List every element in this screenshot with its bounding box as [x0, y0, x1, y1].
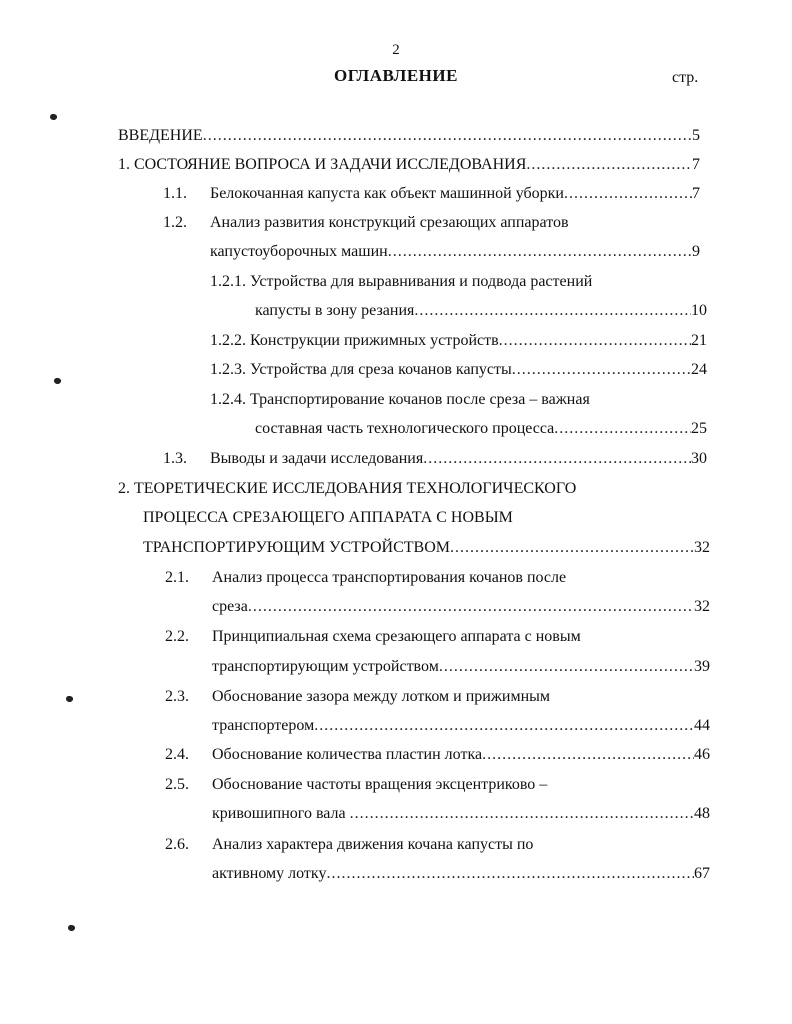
toc-page-number: 67: [694, 865, 710, 882]
toc-page-number: 46: [694, 746, 710, 763]
toc-entry-text: Белокочанная капуста как объект машинной уборки: [210, 185, 564, 202]
toc-entry-2-6[interactable]: [212, 863, 710, 885]
toc-entry-text: 2. ТЕОРЕТИЧЕСКИЕ ИССЛЕДОВАНИЯ ТЕХНОЛОГИЧЕСКОГО: [118, 480, 577, 497]
toc-entry-2-4[interactable]: [212, 744, 710, 766]
toc-page-number: 21: [691, 332, 707, 349]
toc-entry-chapter-2-line-2[interactable]: [143, 507, 707, 529]
toc-entry-2-3-line-1[interactable]: [212, 686, 710, 708]
leader-dots: [314, 715, 694, 737]
toc-page-number: 30: [691, 450, 707, 467]
leader-dots: [203, 125, 692, 147]
scan-speck: [53, 377, 62, 385]
toc-page-number: 7: [692, 156, 700, 173]
toc-section-number: 2.6.: [165, 836, 189, 853]
toc-entry-2-2-line-1[interactable]: [212, 626, 710, 648]
toc-entry-1-1[interactable]: [210, 183, 700, 205]
toc-entry-chapter-1[interactable]: [118, 154, 700, 176]
toc-entry-2-5-line-1[interactable]: [212, 774, 710, 796]
toc-section-number: 2.3.: [165, 688, 189, 705]
toc-entry-2-2[interactable]: [212, 656, 710, 678]
toc-section-number: 2.1.: [165, 569, 189, 586]
toc-page-number: 10: [691, 302, 707, 319]
toc-entry-text: транспортером: [212, 717, 315, 734]
scan-speck: [65, 695, 74, 703]
toc-entry-2-3[interactable]: [212, 715, 710, 737]
toc-entry-1-2-line-1[interactable]: [210, 212, 700, 234]
toc-entry-2-5[interactable]: [212, 803, 710, 825]
toc-entry-text: Принципиальная схема срезающего аппарата с новым: [212, 628, 581, 645]
toc-entry-text: Анализ характера движения кочана капусты по: [212, 836, 534, 853]
leader-dots: [248, 596, 694, 618]
leader-dots: [554, 418, 691, 440]
toc-section-number: 2.2.: [165, 628, 189, 645]
toc-entry-text: ВВЕДЕНИЕ: [118, 127, 203, 144]
toc-entry-intro[interactable]: [118, 125, 700, 147]
toc-entry-text: составная часть технологического процесса: [255, 420, 555, 437]
leader-dots: [326, 863, 694, 885]
toc-entry-2-1-line-1[interactable]: [212, 567, 710, 589]
toc-entry-1-2[interactable]: [210, 241, 700, 263]
toc-entry-text: Обоснование частоты вращения эксцентриково –: [212, 776, 548, 793]
toc-entry-1-2-4[interactable]: [255, 418, 707, 440]
toc-entry-text: Обоснование зазора между лотком и прижимным: [212, 688, 551, 705]
toc-entry-1-2-1-line-1[interactable]: [210, 271, 700, 293]
toc-entry-text: 1.2.4. Транспортирование кочанов после среза – важная: [210, 391, 590, 408]
toc-section-number: 2.4.: [165, 746, 189, 763]
toc-entry-text: 1.2.1. Устройства для выравнивания и подвода растений: [210, 273, 593, 290]
toc-entry-text: кривошипного вала: [212, 805, 350, 822]
leader-dots: [439, 656, 694, 678]
toc-entry-text: Анализ процесса транспортирования кочанов после: [212, 569, 567, 586]
leader-dots: [414, 300, 691, 322]
leader-dots: [482, 744, 694, 766]
toc-section-number: 2.5.: [165, 776, 189, 793]
toc-page-number: 39: [694, 658, 710, 675]
toc-entry-text: капусты в зону резания: [255, 302, 415, 319]
toc-entry-text: активному лотку: [212, 865, 327, 882]
leader-dots: [388, 241, 692, 263]
toc-entry-chapter-2[interactable]: [143, 537, 710, 559]
toc-entry-1-2-1[interactable]: [255, 300, 707, 322]
toc-page-number: 48: [694, 805, 710, 822]
toc-section-number: 1.3.: [163, 450, 187, 467]
toc-entry-text: 1.2.2. Конструкции прижимных устройств: [210, 332, 499, 349]
toc-entry-text: капустоуборочных машин: [210, 243, 388, 260]
toc-entry-text: Обоснование количества пластин лотка: [212, 746, 483, 763]
page-title: ОГЛАВЛЕНИЕ: [334, 66, 458, 85]
leader-dots: [512, 359, 691, 381]
toc-entry-2-1[interactable]: [212, 596, 710, 618]
toc-entry-1-2-2[interactable]: [210, 330, 707, 352]
toc-page-number: 9: [692, 243, 700, 260]
toc-entry-text: 1.2.3. Устройства для среза кочанов капусты: [210, 361, 512, 378]
toc-page-number: 24: [691, 361, 707, 378]
toc-entry-text: ПРОЦЕССА СРЕЗАЮЩЕГО АППАРАТА С НОВЫМ: [143, 509, 513, 526]
toc-page-number: 32: [694, 598, 710, 615]
leader-dots: [499, 330, 691, 352]
toc-page-number: 5: [692, 127, 700, 144]
toc-entry-1-2-4-line-1[interactable]: [210, 389, 707, 411]
toc-entry-1-2-3[interactable]: [210, 359, 707, 381]
toc-page-number: 44: [694, 717, 710, 734]
toc-section-number: 1.1.: [163, 185, 187, 202]
toc-entry-chapter-2-line-1[interactable]: [118, 478, 707, 500]
leader-dots: [564, 183, 692, 205]
toc-entry-1-3[interactable]: [210, 448, 707, 470]
leader-dots: [526, 154, 692, 176]
toc-entry-text: Анализ развития конструкций срезающих аппаратов: [210, 214, 569, 231]
toc-page-number: 7: [692, 185, 700, 202]
toc-entry-2-6-line-1[interactable]: [212, 834, 710, 856]
toc-entry-text: транспортирующим устройством: [212, 658, 439, 675]
leader-dots: [350, 803, 694, 825]
page-number: 2: [392, 42, 400, 58]
page-column-label: стр.: [672, 69, 699, 86]
toc-page-number: 25: [691, 420, 707, 437]
toc-entry-text: Выводы и задачи исследования: [210, 450, 424, 467]
toc-entry-text: 1. СОСТОЯНИЕ ВОПРОСА И ЗАДАЧИ ИССЛЕДОВАНИЯ: [118, 156, 527, 173]
scan-speck: [49, 113, 58, 121]
toc-section-number: 1.2.: [163, 214, 187, 231]
toc-page-number: 32: [694, 539, 710, 556]
scan-speck: [67, 924, 76, 932]
leader-dots: [450, 537, 694, 559]
toc-entry-text: среза: [212, 598, 248, 615]
toc-entry-text: ТРАНСПОРТИРУЮЩИМ УСТРОЙСТВОМ: [143, 539, 451, 556]
leader-dots: [423, 448, 691, 470]
